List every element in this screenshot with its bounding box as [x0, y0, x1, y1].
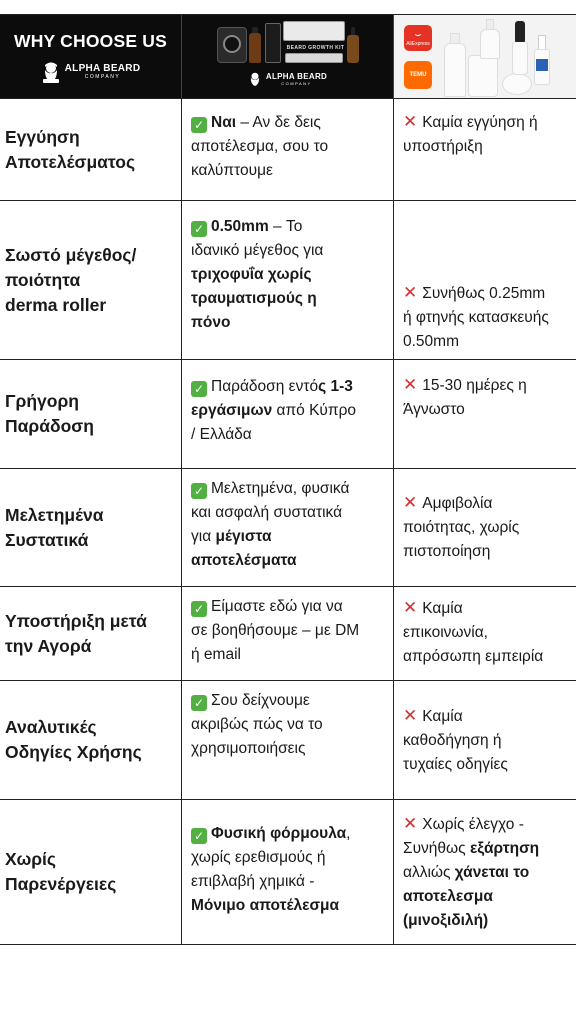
our-advantage	[182, 800, 394, 944]
text: καθοδήγηση ή	[403, 732, 502, 749]
advantage-line	[191, 643, 389, 667]
cross-icon: ✕	[403, 706, 418, 725]
text: καλύπτουμε	[191, 162, 273, 179]
row-label-line: Αναλυτικές	[5, 717, 97, 737]
drawback-line	[403, 135, 572, 159]
bold-text: ς 1-3	[318, 378, 353, 395]
cross-icon: ✕	[403, 814, 418, 833]
text: ακριβώς πώς να το	[191, 716, 323, 733]
competitor-drawback	[394, 360, 576, 468]
drawback-line	[403, 885, 572, 909]
text: χρησιμοποιήσεις	[191, 740, 306, 757]
checkmark-icon: ✓	[191, 695, 207, 711]
competitor-drawback	[394, 587, 576, 680]
advantage-line	[191, 135, 389, 159]
cross-icon: ✕	[403, 375, 418, 394]
brand-logo-2	[248, 71, 327, 87]
text: χωρίς ερεθισμούς ή	[191, 849, 326, 866]
bold-text: χάνεται το	[454, 864, 530, 881]
bold-text: Φυσική φόρμουλα	[211, 825, 347, 842]
drawback-line	[403, 645, 572, 669]
cross-icon: ✕	[403, 493, 418, 512]
drawback-line	[403, 753, 572, 777]
text: υποστήριξη	[403, 138, 483, 155]
our-advantage	[182, 201, 394, 359]
text: για	[191, 528, 216, 545]
text: Είμαστε εδώ για να	[211, 598, 343, 615]
advantage-line	[191, 737, 389, 761]
text: Συνήθως 0.25mm	[422, 285, 546, 302]
advantage-line	[191, 689, 389, 713]
table-row	[0, 681, 576, 800]
advantage-line	[191, 215, 389, 239]
drawback-line	[403, 909, 572, 933]
competitor-drawback	[394, 201, 576, 359]
text: ποιότητας, χωρίς	[403, 519, 520, 536]
drawback-line	[403, 516, 572, 540]
text: – Το	[268, 218, 303, 235]
product-image	[213, 19, 363, 67]
kit-label: BEARD GROWTH KIT	[286, 45, 345, 51]
table-row	[0, 800, 576, 945]
bold-text: τραυματισμούς η	[191, 290, 317, 307]
advantage-line	[191, 375, 389, 399]
text: Καμία εγγύηση ή	[422, 114, 538, 131]
bold-text: εργάσιμων	[191, 402, 273, 419]
drawback-line	[403, 281, 572, 306]
cross-icon: ✕	[403, 112, 418, 131]
text: Σου δείχνουμε	[211, 692, 310, 709]
drawback-line	[403, 729, 572, 753]
header-why-choose-us	[0, 15, 182, 98]
row-label-line: την Αγορά	[5, 635, 92, 656]
text: / Ελλάδα	[191, 426, 252, 443]
advantage-line	[191, 239, 389, 263]
bearded-man-icon	[248, 71, 262, 87]
bold-text: αποτελέσματα	[191, 552, 297, 569]
brand-name: ALPHA BEARD	[64, 63, 141, 74]
header-title: WHY CHOOSE US	[14, 31, 167, 51]
table-row	[0, 469, 576, 587]
text: και ασφαλή συστατικά	[191, 504, 343, 521]
drawback-line	[403, 330, 572, 354]
text: Συνήθως	[403, 840, 470, 857]
row-label-line: Εγγύηση	[5, 126, 80, 147]
advantage-line	[191, 477, 389, 501]
text: Αμφιβολία	[422, 495, 493, 512]
text: ή φτηνής κατασκευής	[403, 309, 549, 326]
advantage-line	[191, 549, 389, 573]
row-label-line: Παράδοση	[5, 416, 94, 436]
advantage-line	[191, 263, 389, 287]
drawback-line	[403, 837, 572, 861]
advantage-line	[191, 399, 389, 423]
header-row	[0, 15, 576, 99]
row-label-line: Γρήγορη	[5, 391, 79, 411]
checkmark-icon: ✓	[191, 483, 207, 499]
bold-text: (μινοξιδιλή)	[403, 912, 489, 929]
comparison-table	[0, 14, 576, 945]
advantage-line	[191, 311, 389, 335]
bold-text: 0.50mm	[211, 218, 269, 235]
bold-text: εξάρτηση	[469, 840, 540, 857]
bold-text: μέγιστα	[215, 528, 272, 545]
brand-logo	[41, 61, 141, 83]
header-our-products	[182, 15, 394, 98]
row-label-line: Χωρίς	[5, 849, 57, 869]
our-advantage	[182, 99, 394, 200]
table-row	[0, 99, 576, 201]
temu-label: TEMU	[409, 71, 427, 78]
text: πιστοποίηση	[403, 543, 491, 560]
text: Καμία	[422, 708, 463, 725]
text: απρόσωπη εμπειρία	[403, 648, 544, 665]
drawback-line	[403, 812, 572, 837]
row-label-line: Μελετημένα	[5, 504, 104, 525]
competitor-drawback	[394, 469, 576, 586]
checkmark-icon: ✓	[191, 221, 207, 237]
text: Μελετημένα, φυσικά	[211, 480, 350, 497]
drawback-line	[403, 110, 572, 135]
checkmark-icon: ✓	[191, 828, 207, 844]
row-label-line: Σωστό μέγεθος/	[5, 244, 137, 265]
row-label-line: derma roller	[5, 294, 107, 315]
row-label-line: ποιότητα	[5, 269, 81, 290]
advantage-line	[191, 501, 389, 525]
advantage-line	[191, 423, 389, 447]
drawback-line	[403, 540, 572, 564]
checkmark-icon: ✓	[191, 381, 207, 397]
advantage-line	[191, 822, 389, 846]
brand-sub: COMPANY	[84, 74, 121, 80]
our-advantage	[182, 469, 394, 586]
text: ιδανικό μέγεθος για	[191, 242, 324, 259]
advantage-line	[191, 287, 389, 311]
row-label-line: Παρενέργειες	[5, 874, 117, 894]
aliexpress-label: AliExpress	[406, 40, 430, 47]
row-label	[0, 469, 182, 586]
brand-sub-2: COMPANY	[281, 80, 312, 86]
text: ή email	[191, 646, 241, 663]
drawback-line	[403, 596, 572, 621]
bearded-man-icon	[41, 61, 61, 83]
text: Παράδοση εντό	[211, 378, 319, 395]
text: επικοινωνία,	[403, 624, 488, 641]
cross-icon: ✕	[403, 598, 418, 617]
row-label-line: Συστατικά	[5, 529, 89, 550]
bold-text: αποτελεσμα	[403, 888, 493, 905]
advantage-line	[191, 525, 389, 549]
drawback-line	[403, 491, 572, 516]
brand-name-2: ALPHA BEARD	[265, 71, 328, 81]
our-advantage	[182, 587, 394, 680]
advantage-line	[191, 619, 389, 643]
row-label	[0, 360, 182, 468]
row-label-line: Οδηγίες Χρήσης	[5, 742, 142, 762]
row-label	[0, 99, 182, 200]
text: από Κύπρο	[272, 402, 357, 419]
bold-text: πόνο	[191, 314, 231, 331]
competitor-drawback	[394, 681, 576, 799]
drawback-line	[403, 704, 572, 729]
text: 15-30 ημέρες η	[422, 377, 527, 394]
text: Χωρίς έλεγχο -	[422, 816, 524, 833]
bold-text: τριχοφυΐα χωρίς	[191, 266, 312, 283]
text: τυχαίες οδηγίες	[403, 756, 508, 773]
advantage-line	[191, 595, 389, 619]
advantage-line	[191, 713, 389, 737]
advantage-line	[191, 159, 389, 183]
drawback-line	[403, 373, 572, 398]
text: Καμία	[422, 600, 463, 617]
text: αλλιώς	[403, 864, 455, 881]
text: σε βοηθήσουμε – με DM	[191, 622, 360, 639]
bold-text: Μόνιμο αποτέλεσμα	[191, 897, 340, 914]
temu-logo	[404, 61, 432, 89]
bold-text: Ναι	[211, 114, 237, 131]
drawback-line	[403, 621, 572, 645]
row-label	[0, 587, 182, 680]
row-label-line: Αποτελέσματος	[5, 151, 136, 172]
checkmark-icon: ✓	[191, 117, 207, 133]
advantage-line	[191, 846, 389, 870]
cross-icon: ✕	[403, 283, 418, 302]
table-row	[0, 201, 576, 360]
text: επιβλαβή χημικά -	[191, 873, 315, 890]
our-advantage	[182, 681, 394, 799]
row-label	[0, 681, 182, 799]
text: ,	[346, 825, 351, 842]
table-row	[0, 360, 576, 469]
advantage-line	[191, 111, 389, 135]
table-row	[0, 587, 576, 681]
advantage-line	[191, 870, 389, 894]
checkmark-icon: ✓	[191, 601, 207, 617]
drawback-line	[403, 306, 572, 330]
text: 0.50mm	[403, 333, 459, 350]
aliexpress-logo: ⌣ AliExpress	[404, 25, 432, 51]
advantage-line	[191, 894, 389, 918]
competitor-drawback	[394, 99, 576, 200]
row-label	[0, 800, 182, 944]
our-advantage	[182, 360, 394, 468]
row-label	[0, 201, 182, 359]
competitor-drawback	[394, 800, 576, 944]
drawback-line	[403, 398, 572, 422]
row-label-line: Υποστήριξη μετά	[5, 610, 147, 631]
text: Άγνωστο	[403, 401, 465, 418]
drawback-line	[403, 861, 572, 885]
header-competitors	[394, 15, 576, 98]
text: – Αν δε δεις	[236, 114, 321, 131]
text: αποτέλεσμα, σου το	[191, 138, 329, 155]
